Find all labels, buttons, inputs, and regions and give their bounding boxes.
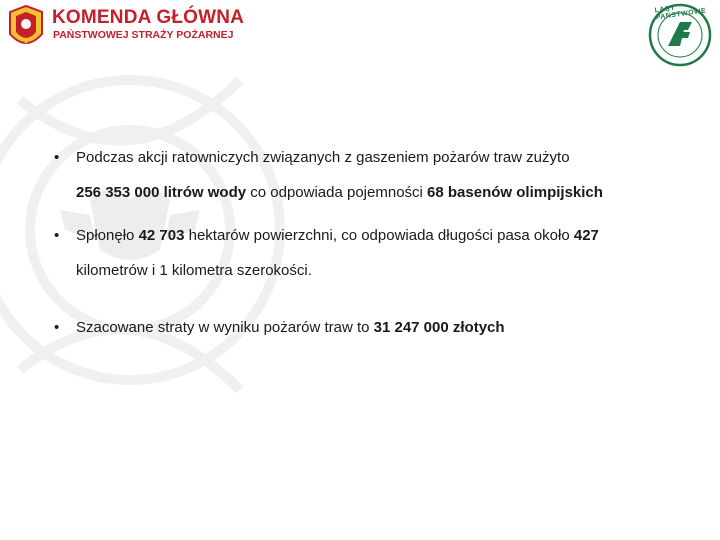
bullet-value: 68 basenów olimpijskich (427, 184, 603, 201)
bullet-dot: • (54, 149, 60, 166)
bullet-item (52, 140, 692, 210)
bullet-text: Szacowane straty w wyniku pożarów traw to (76, 319, 374, 336)
bullet-value: 427 (573, 227, 599, 244)
bullet-value: 256 353 000 litrów wody (76, 184, 247, 201)
bullet-dot: • (54, 319, 60, 336)
header-subtitle: PAŃSTWOWEJ STRAŻY POŻARNEJ (53, 29, 234, 41)
fire-service-emblem-icon (4, 4, 48, 54)
state-forests-logo-text: LASY PAŃSTWOWE (654, 4, 707, 22)
bullet-text: co odpowiada pojemności (246, 184, 428, 201)
bullet-text: Spłonęło (76, 227, 139, 244)
bullet-item (52, 310, 692, 345)
header-title: KOMENDA GŁÓWNA (52, 7, 245, 28)
bullet-value: 42 703 (138, 227, 185, 244)
bullet-text: kilometrów i 1 kilometra szerokości. (76, 262, 312, 279)
bullet-value: 31 247 000 złotych (373, 319, 505, 336)
bullet-text: Podczas akcji ratowniczych związanych z gaszeniem pożarów traw zużyto (76, 149, 570, 166)
bullet-text: hektarów powierzchni, co odpowiada długości pasa około (184, 227, 574, 244)
bullet-dot: • (54, 227, 60, 244)
content-bullets (52, 140, 692, 345)
bullet-item (52, 218, 692, 288)
